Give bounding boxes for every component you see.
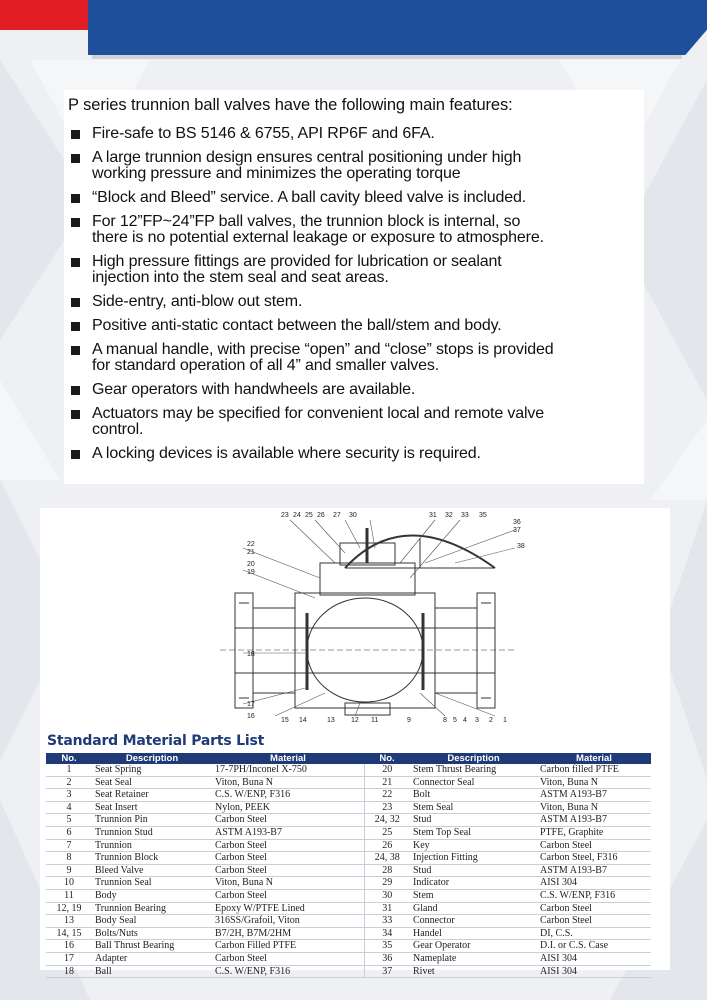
- table-cell: Seat Insert: [92, 801, 212, 814]
- table-cell: Bolt: [410, 789, 537, 802]
- table-cell: ASTM A193-B7: [537, 789, 651, 802]
- diagram-callout-top: 27: [333, 512, 341, 519]
- table-cell: Carbon filled PTFE: [537, 764, 651, 776]
- table-row: [46, 889, 651, 902]
- table-row: [46, 764, 651, 776]
- table-cell: Rivet: [410, 965, 537, 978]
- table-cell: 36: [364, 952, 410, 965]
- diagram-callout-bottom: 3: [475, 717, 479, 724]
- table-cell: Ball Thrust Bearing: [92, 940, 212, 953]
- square-bullet-icon: [71, 154, 80, 163]
- table-cell: 28: [364, 864, 410, 877]
- diagram-callout-left: 18: [247, 651, 255, 658]
- table-cell: 22: [364, 789, 410, 802]
- table-row: [46, 776, 651, 789]
- table-cell: ASTM A193-B7: [212, 826, 364, 839]
- diagram-callout-bottom: 12: [351, 717, 359, 724]
- table-cell: 7: [46, 839, 92, 852]
- diagram-callout-top: 32: [445, 512, 453, 519]
- table-cell: Trunnion Stud: [92, 826, 212, 839]
- table-cell: 33: [364, 915, 410, 928]
- col-header: Description: [92, 753, 212, 764]
- table-cell: C.S. W/ENP, F316: [212, 965, 364, 978]
- diagram-callout-top: 26: [317, 512, 325, 519]
- table-cell: 5: [46, 814, 92, 827]
- table-row: [46, 877, 651, 890]
- table-cell: Bolts/Nuts: [92, 927, 212, 940]
- table-cell: 1: [46, 764, 92, 776]
- table-row: [46, 940, 651, 953]
- parts-table: [46, 753, 651, 978]
- feature-item: Gear operators with handwheels are available.: [68, 382, 644, 398]
- table-cell: 29: [364, 877, 410, 890]
- diagram-callout-bottom: 8: [443, 717, 447, 724]
- table-cell: 13: [46, 915, 92, 928]
- col-header: No.: [364, 753, 410, 764]
- table-row: [46, 952, 651, 965]
- feature-item: Actuators may be specified for convenient local and remote valve control.: [68, 406, 644, 438]
- features-panel: [64, 90, 644, 484]
- table-cell: Carbon Filled PTFE: [212, 940, 364, 953]
- table-row: [46, 902, 651, 915]
- table-cell: C.S. W/ENP, F316: [212, 789, 364, 802]
- table-cell: Seat Seal: [92, 776, 212, 789]
- table-cell: Gland: [410, 902, 537, 915]
- table-cell: Carbon Steel: [537, 902, 651, 915]
- table-cell: AISI 304: [537, 965, 651, 978]
- diagram-callout-top: 24: [293, 512, 301, 519]
- table-cell: Epoxy W/PTFE Lined: [212, 902, 364, 915]
- table-cell: 16: [46, 940, 92, 953]
- diagram-callout-left: 21: [247, 549, 255, 556]
- table-cell: 6: [46, 826, 92, 839]
- table-cell: 23: [364, 801, 410, 814]
- diagram-callout-bottom: 14: [299, 717, 307, 724]
- table-cell: 37: [364, 965, 410, 978]
- table-cell: Stem Seal: [410, 801, 537, 814]
- table-cell: 24, 32: [364, 814, 410, 827]
- table-cell: B7/2H, B7M/2HM: [212, 927, 364, 940]
- table-header-row: [46, 753, 651, 764]
- table-cell: ASTM A193-B7: [537, 864, 651, 877]
- square-bullet-icon: [71, 218, 80, 227]
- diagram-callout-left: 20: [247, 561, 255, 568]
- table-row: [46, 839, 651, 852]
- table-cell: Carbon Steel: [537, 915, 651, 928]
- header-blue-shadow: [92, 55, 682, 59]
- square-bullet-icon: [71, 130, 80, 139]
- diagram-callout-top: 25: [305, 512, 313, 519]
- features-intro: P series trunnion ball valves have the following main features:: [68, 96, 513, 114]
- table-cell: 21: [364, 776, 410, 789]
- square-bullet-icon: [71, 346, 80, 355]
- feature-item: For 12”FP~24”FP ball valves, the trunnion block is internal, so there is no potential external leakage or exposure to atmosphere.: [68, 214, 644, 246]
- square-bullet-icon: [71, 450, 80, 459]
- table-cell: Stud: [410, 864, 537, 877]
- table-cell: AISI 304: [537, 952, 651, 965]
- table-cell: Gear Operator: [410, 940, 537, 953]
- table-cell: Trunnion Pin: [92, 814, 212, 827]
- table-cell: Viton, Buna N: [537, 801, 651, 814]
- diagram-callout-top: 37: [513, 527, 521, 534]
- table-cell: 11: [46, 889, 92, 902]
- diagram-callout-bottom: 11: [371, 717, 379, 724]
- diagram-callout-top: 30: [349, 512, 357, 519]
- diagram-callout-bottom: 1: [503, 717, 507, 724]
- table-cell: Trunnion Block: [92, 852, 212, 865]
- table-cell: ASTM A193-B7: [537, 814, 651, 827]
- table-cell: DI, C.S.: [537, 927, 651, 940]
- table-cell: 25: [364, 826, 410, 839]
- table-cell: Ball: [92, 965, 212, 978]
- table-cell: Carbon Steel: [212, 889, 364, 902]
- table-cell: Key: [410, 839, 537, 852]
- table-cell: 17-7PH/Inconel X-750: [212, 764, 364, 776]
- table-cell: Trunnion Bearing: [92, 902, 212, 915]
- table-cell: 14, 15: [46, 927, 92, 940]
- header-blue-band: [88, 0, 707, 55]
- table-cell: Stem Top Seal: [410, 826, 537, 839]
- feature-item: Fire-safe to BS 5146 & 6755, API RP6F and 6FA.: [68, 126, 644, 142]
- table-cell: Stem Thrust Bearing: [410, 764, 537, 776]
- table-cell: Seat Retainer: [92, 789, 212, 802]
- table-cell: Viton, Buna N: [537, 776, 651, 789]
- diagram-callout-top: 33: [461, 512, 469, 519]
- diagram-callout-bottom: 4: [463, 717, 467, 724]
- parts-table-title: Standard Material Parts List: [47, 733, 265, 749]
- table-cell: 17: [46, 952, 92, 965]
- table-cell: 4: [46, 801, 92, 814]
- table-cell: 9: [46, 864, 92, 877]
- table-cell: D.I. or C.S. Case: [537, 940, 651, 953]
- table-cell: Carbon Steel: [212, 864, 364, 877]
- square-bullet-icon: [71, 258, 80, 267]
- table-cell: 316SS/Grafoil, Viton: [212, 915, 364, 928]
- diagram-callout-top: 36: [513, 519, 521, 526]
- table-row: [46, 814, 651, 827]
- table-cell: 20: [364, 764, 410, 776]
- table-cell: 30: [364, 889, 410, 902]
- diagram-callout-left: 19: [247, 569, 255, 576]
- table-cell: 18: [46, 965, 92, 978]
- table-cell: Nameplate: [410, 952, 537, 965]
- table-cell: 24, 38: [364, 852, 410, 865]
- table-cell: Stem: [410, 889, 537, 902]
- table-row: [46, 801, 651, 814]
- table-cell: Indicator: [410, 877, 537, 890]
- feature-item: A manual handle, with precise “open” and “close” stops is provided for standard operation of all 4” and smaller valves.: [68, 342, 644, 374]
- table-cell: Carbon Steel: [212, 852, 364, 865]
- table-cell: 12, 19: [46, 902, 92, 915]
- diagram-callout-bottom: 5: [453, 717, 457, 724]
- table-row: [46, 927, 651, 940]
- square-bullet-icon: [71, 298, 80, 307]
- table-cell: Connector: [410, 915, 537, 928]
- table-cell: 31: [364, 902, 410, 915]
- diagram-callout-left: 16: [247, 713, 255, 720]
- feature-item: High pressure fittings are provided for lubrication or sealant injection into the stem seal and seat areas.: [68, 254, 644, 286]
- table-cell: Stud: [410, 814, 537, 827]
- diagram-callout-left: 17: [247, 701, 255, 708]
- table-cell: AISI 304: [537, 877, 651, 890]
- diagram-callout-bottom: 13: [327, 717, 335, 724]
- table-cell: C.S. W/ENP, F316: [537, 889, 651, 902]
- table-row: [46, 789, 651, 802]
- diagram-callout-left: 22: [247, 541, 255, 548]
- table-cell: Body Seal: [92, 915, 212, 928]
- table-cell: Bleed Valve: [92, 864, 212, 877]
- table-cell: 2: [46, 776, 92, 789]
- table-cell: Carbon Steel, F316: [537, 852, 651, 865]
- diagram-callout-bottom: 2: [489, 717, 493, 724]
- diagram-callout-top: 31: [429, 512, 437, 519]
- feature-item: “Block and Bleed” service. A ball cavity bleed valve is included.: [68, 190, 644, 206]
- table-cell: Viton, Buna N: [212, 776, 364, 789]
- diagram-callout-bottom: 9: [407, 717, 411, 724]
- square-bullet-icon: [71, 410, 80, 419]
- table-row: [46, 965, 651, 978]
- diagram-callout-top: 23: [281, 512, 289, 519]
- diagram-callout-top: 35: [479, 512, 487, 519]
- table-cell: 34: [364, 927, 410, 940]
- table-cell: Injection Fitting: [410, 852, 537, 865]
- table-cell: Nylon, PEEK: [212, 801, 364, 814]
- col-header: No.: [46, 753, 92, 764]
- features-list: [68, 126, 644, 462]
- square-bullet-icon: [71, 322, 80, 331]
- table-cell: Seat Spring: [92, 764, 212, 776]
- diagram-callout-bottom: 15: [281, 717, 289, 724]
- valve-cross-section-diagram: [195, 508, 535, 726]
- table-cell: 35: [364, 940, 410, 953]
- table-cell: Handel: [410, 927, 537, 940]
- col-header: Description: [410, 753, 537, 764]
- table-cell: Body: [92, 889, 212, 902]
- table-cell: Carbon Steel: [212, 952, 364, 965]
- feature-item: A locking devices is available where security is required.: [68, 446, 644, 462]
- square-bullet-icon: [71, 386, 80, 395]
- table-cell: Carbon Steel: [537, 839, 651, 852]
- col-header: Material: [537, 753, 651, 764]
- table-cell: 3: [46, 789, 92, 802]
- table-cell: Trunnion: [92, 839, 212, 852]
- table-cell: Connector Seal: [410, 776, 537, 789]
- table-cell: Adapter: [92, 952, 212, 965]
- table-cell: PTFE, Graphite: [537, 826, 651, 839]
- table-row: [46, 864, 651, 877]
- parts-panel: [40, 508, 670, 977]
- feature-item: Side-entry, anti-blow out stem.: [68, 294, 644, 310]
- square-bullet-icon: [71, 194, 80, 203]
- feature-item: Positive anti-static contact between the ball/stem and body.: [68, 318, 644, 334]
- table-cell: 26: [364, 839, 410, 852]
- table-cell: 8: [46, 852, 92, 865]
- diagram-callout-top: 38: [517, 543, 525, 550]
- table-cell: 10: [46, 877, 92, 890]
- table-cell: Carbon Steel: [212, 839, 364, 852]
- table-cell: Carbon Steel: [212, 814, 364, 827]
- table-row: [46, 852, 651, 865]
- table-row: [46, 826, 651, 839]
- table-cell: Viton, Buna N: [212, 877, 364, 890]
- table-cell: Trunnion Seal: [92, 877, 212, 890]
- feature-item: A large trunnion design ensures central positioning under high working pressure and minimizes the operating torque: [68, 150, 644, 182]
- table-row: [46, 915, 651, 928]
- col-header: Material: [212, 753, 364, 764]
